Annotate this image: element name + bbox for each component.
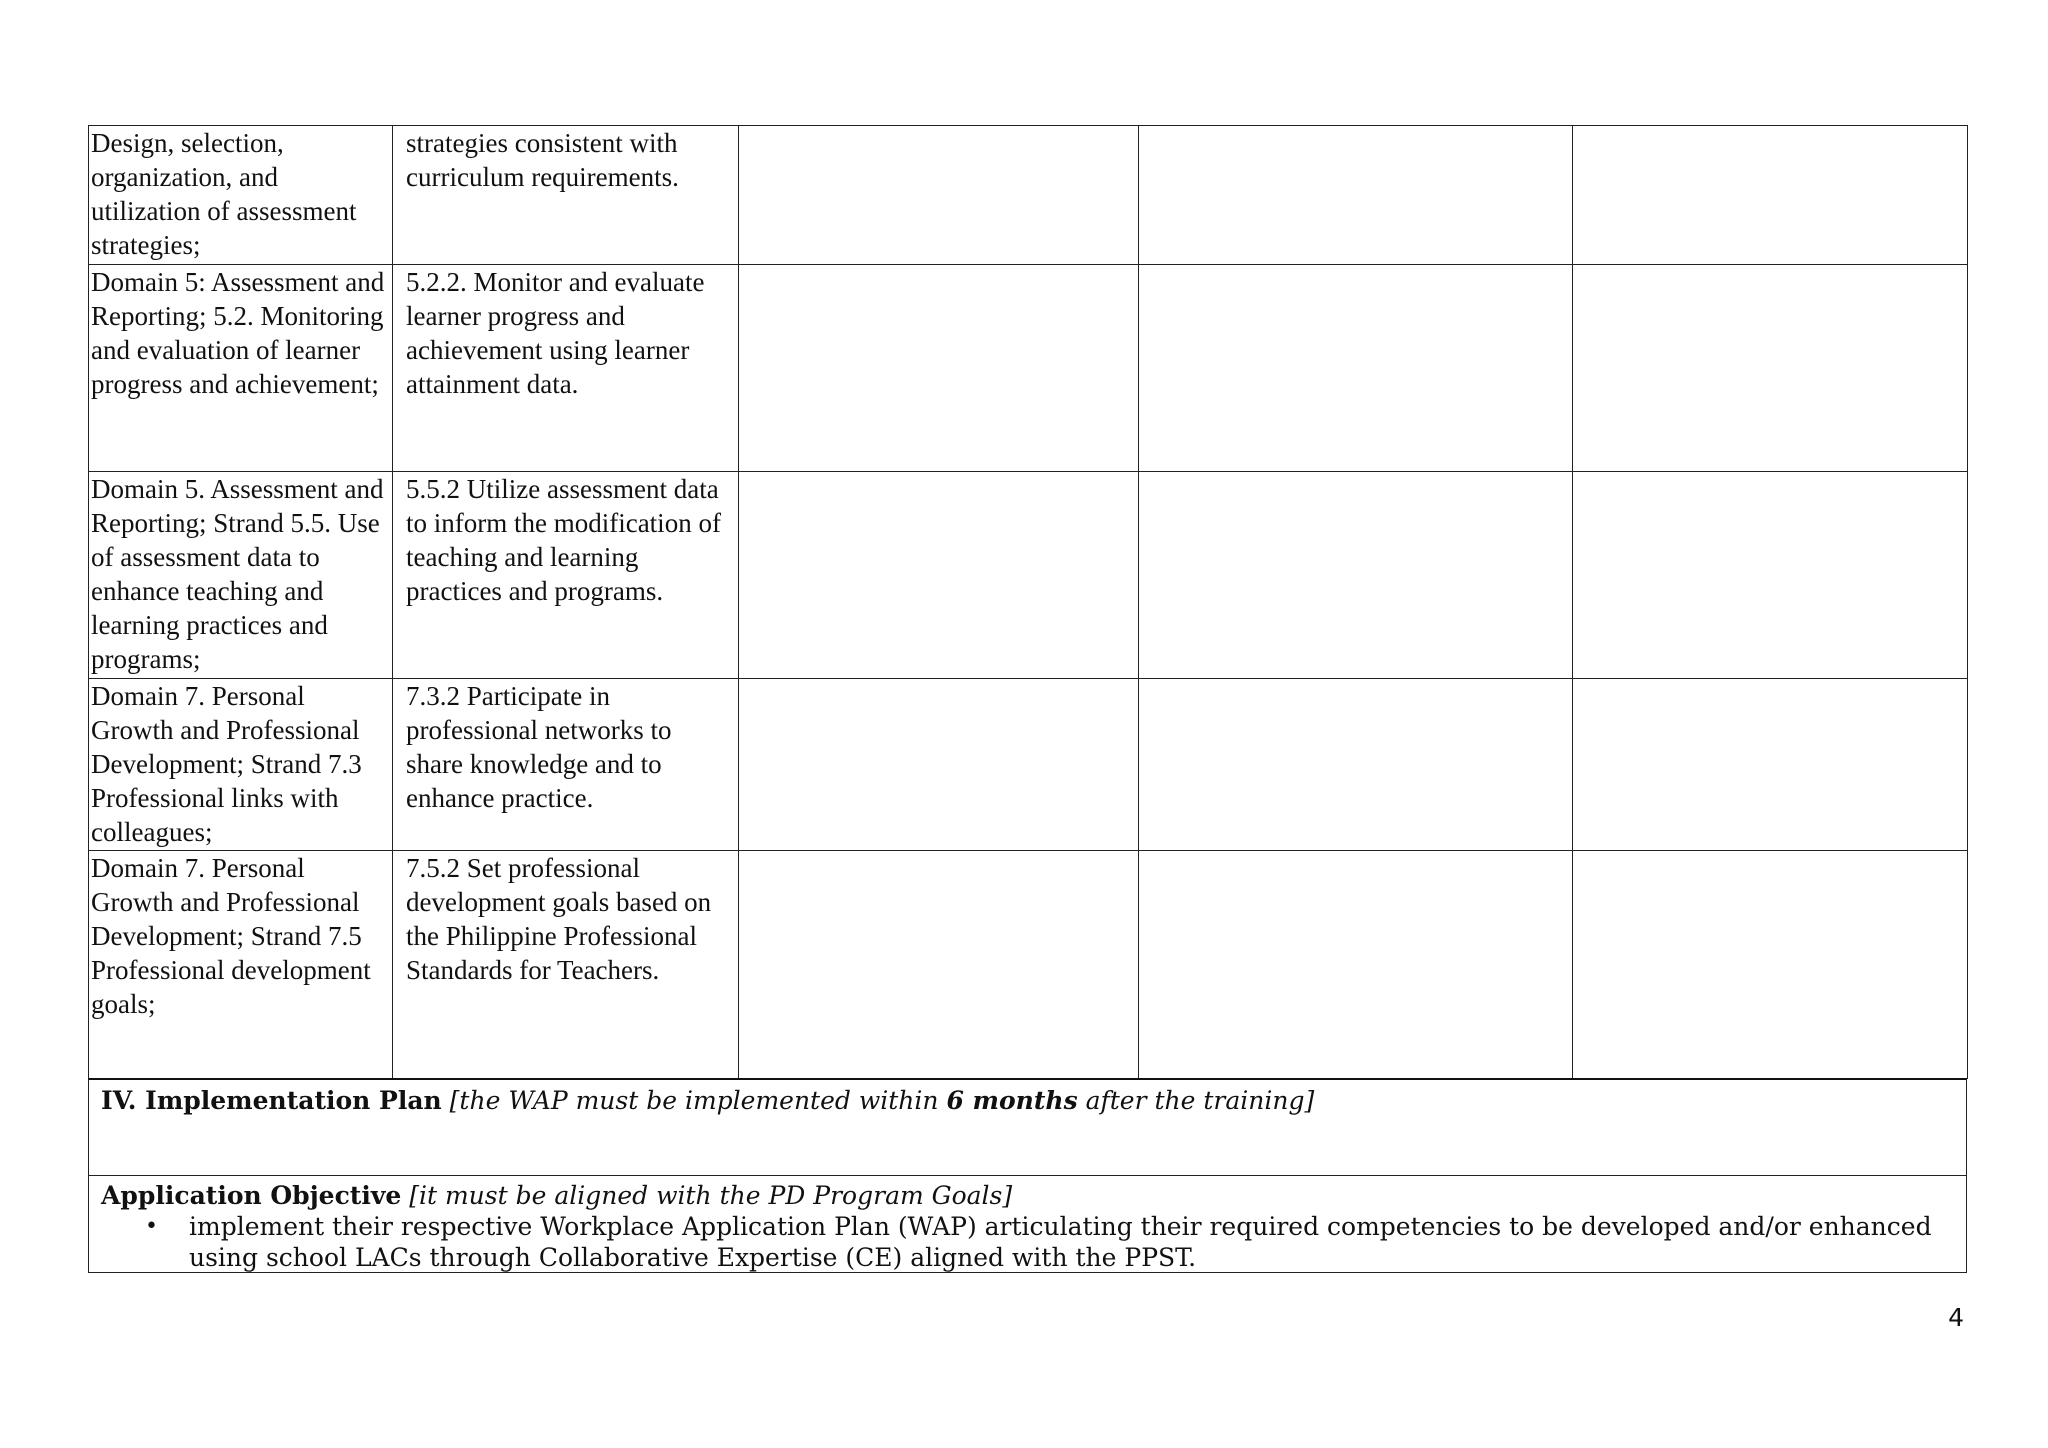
empty-cell <box>1139 472 1573 679</box>
table-row <box>89 265 1968 472</box>
empty-cell <box>739 851 1139 1079</box>
empty-cell <box>739 265 1139 472</box>
table-row <box>89 679 1968 851</box>
competency-table <box>88 125 1968 1079</box>
implementation-note: [the WAP must be implemented within 6 months after the training] <box>449 1086 1315 1115</box>
application-objective-section <box>88 1175 1967 1273</box>
domain-cell: Domain 5: Assessment and Reporting; 5.2. Monitoring and evaluation of learner progress and achievement; <box>89 265 393 472</box>
domain-cell: Domain 7. Personal Growth and Professional Development; Strand 7.5 Professional development goals; <box>89 851 393 1079</box>
empty-cell <box>1139 679 1573 851</box>
application-objective-title <box>101 1180 1954 1211</box>
indicator-cell: strategies consistent with curriculum requirements. <box>393 126 739 265</box>
empty-cell <box>1573 851 1968 1079</box>
objective-bullet-text: implement their respective Workplace Application Plan (WAP) articulating their required competencies to be developed and/or enhanced using school LACs through Collaborative Expertise (CE) aligned with the PPST. <box>189 1212 1932 1272</box>
implementation-plan-heading: IV. Implementation Plan <box>101 1086 442 1115</box>
empty-cell <box>739 679 1139 851</box>
duration-emphasis: 6 months <box>946 1086 1078 1115</box>
indicator-cell: 7.3.2 Participate in professional networks to share knowledge and to enhance practice. <box>393 679 739 851</box>
empty-cell <box>1573 679 1968 851</box>
empty-cell <box>1573 265 1968 472</box>
domain-cell: Design, selection, organization, and utilization of assessment strategies; <box>89 126 393 265</box>
application-objective-heading: Application Objective <box>101 1181 402 1210</box>
table-row <box>89 126 1968 265</box>
bullet-icon: • <box>145 1214 158 1239</box>
empty-cell <box>739 126 1139 265</box>
implementation-plan-section <box>88 1078 1967 1176</box>
objective-bullet-item <box>145 1211 1954 1273</box>
empty-cell <box>1139 126 1573 265</box>
table-row <box>89 472 1968 679</box>
empty-cell <box>739 472 1139 679</box>
empty-cell <box>1573 126 1968 265</box>
table-row <box>89 851 1968 1079</box>
indicator-cell: 7.5.2 Set professional development goals based on the Philippine Professional Standards for Teachers. <box>393 851 739 1079</box>
application-objective-note: [it must be aligned with the PD Program Goals] <box>409 1181 1013 1210</box>
empty-cell <box>1139 851 1573 1079</box>
empty-cell <box>1573 472 1968 679</box>
indicator-cell: 5.5.2 Utilize assessment data to inform the modification of teaching and learning practices and programs. <box>393 472 739 679</box>
empty-cell <box>1139 265 1573 472</box>
page-number: 4 <box>1948 1303 1964 1332</box>
indicator-cell: 5.2.2. Monitor and evaluate learner progress and achievement using learner attainment data. <box>393 265 739 472</box>
domain-cell: Domain 7. Personal Growth and Professional Development; Strand 7.3 Professional links with colleagues; <box>89 679 393 851</box>
domain-cell: Domain 5. Assessment and Reporting; Strand 5.5. Use of assessment data to enhance teaching and learning practices and programs; <box>89 472 393 679</box>
